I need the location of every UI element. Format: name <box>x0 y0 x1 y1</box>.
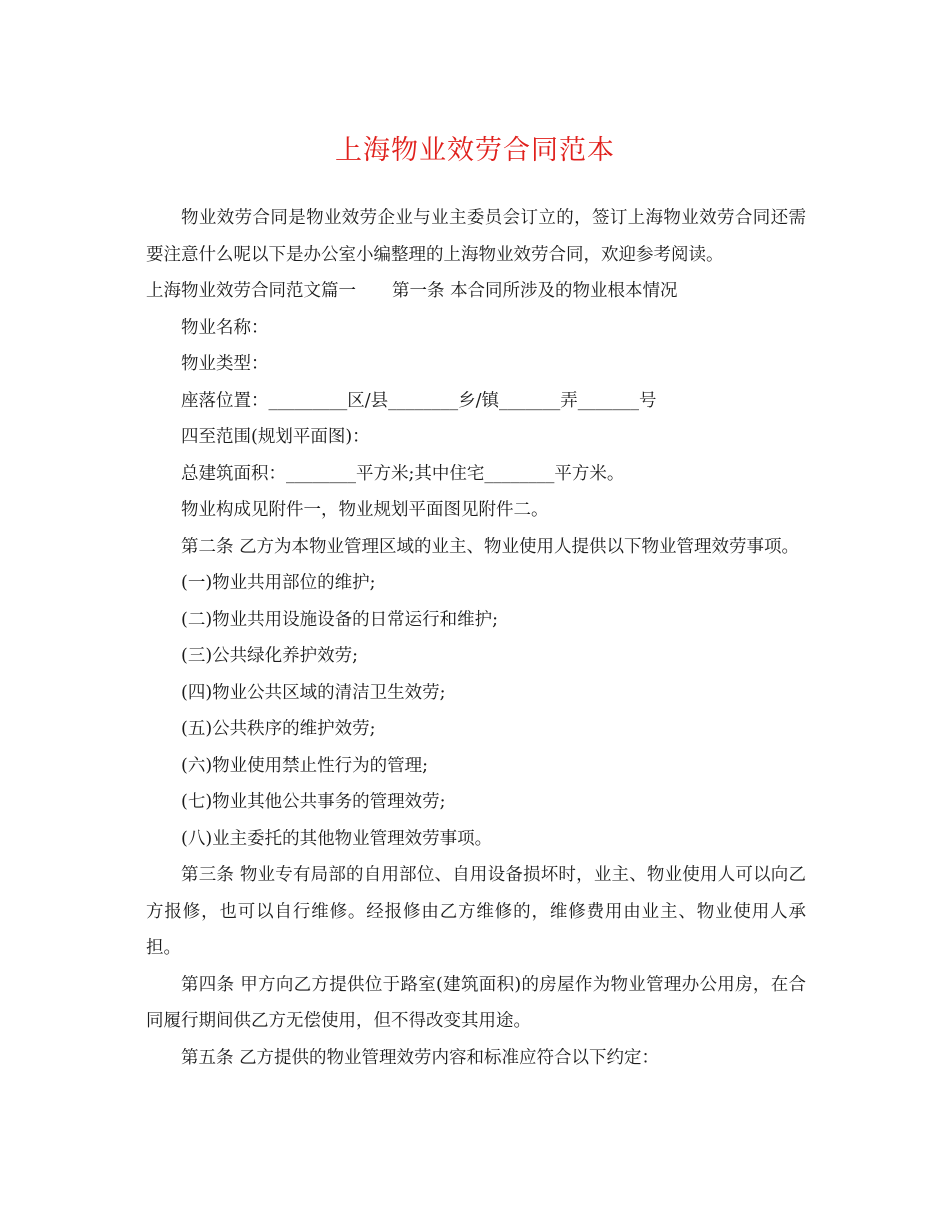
field-location: 座落位置：_________区/县________乡/镇_______弄_______号 <box>181 390 657 411</box>
field-area: 总建筑面积：________平方米;其中住宅________平方米。 <box>181 463 625 484</box>
article-2: 第二条 乙方为本物业管理区域的业主、物业使用人提供以下物业管理效劳事项。 <box>181 536 800 557</box>
field-boundary: 四至范围(规划平面图)： <box>181 427 370 447</box>
section-heading: 上海物业效劳合同范文篇一 <box>146 281 356 301</box>
service-item: (一)物业共用部位的维护; <box>181 573 376 593</box>
field-property-name: 物业名称： <box>181 317 269 338</box>
intro-paragraph: 物业效劳合同是物业效劳企业与业主委员会订立的，签订上海物业效劳合同还需要注意什么呢以下是办公室小编整理的上海物业效劳合同，欢迎参考阅读。 <box>146 208 806 265</box>
service-item: (五)公共秩序的维护效劳; <box>181 719 376 739</box>
article-1-title: 第一条 本合同所涉及的物业根本情况 <box>392 281 678 301</box>
article-5: 第五条 乙方提供的物业管理效劳内容和标准应符合以下约定： <box>181 1047 660 1068</box>
field-composition: 物业构成见附件一，物业规划平面图见附件二。 <box>181 500 549 520</box>
document-title: 上海物业效劳合同范本 <box>335 135 615 166</box>
service-item: (七)物业其他公共事务的管理效劳; <box>181 792 446 812</box>
service-item: (八)业主委托的其他物业管理效劳事项。 <box>181 828 493 849</box>
service-item: (三)公共绿化养护效劳; <box>181 646 359 666</box>
article-3: 第三条 物业专有局部的自用部位、自用设备损坏时，业主、物业使用人可以向乙方报修，也可以自行维修。经报修由乙方维修的，维修费用由业主、物业使用人承担。 <box>146 865 806 958</box>
document-body <box>146 200 806 1076</box>
article-4: 第四条 甲方向乙方提供位于路室(建筑面积)的房屋作为物业管理办公用房，在合同履行期间供乙方无偿使用，但不得改变其用途。 <box>146 974 806 1031</box>
service-item: (六)物业使用禁止性行为的管理; <box>181 755 429 776</box>
section-heading-line <box>146 273 806 310</box>
service-item: (二)物业共用设施设备的日常运行和维护; <box>181 609 499 630</box>
field-property-type: 物业类型： <box>181 354 269 374</box>
service-item: (四)物业公共区域的清洁卫生效劳; <box>181 682 446 703</box>
